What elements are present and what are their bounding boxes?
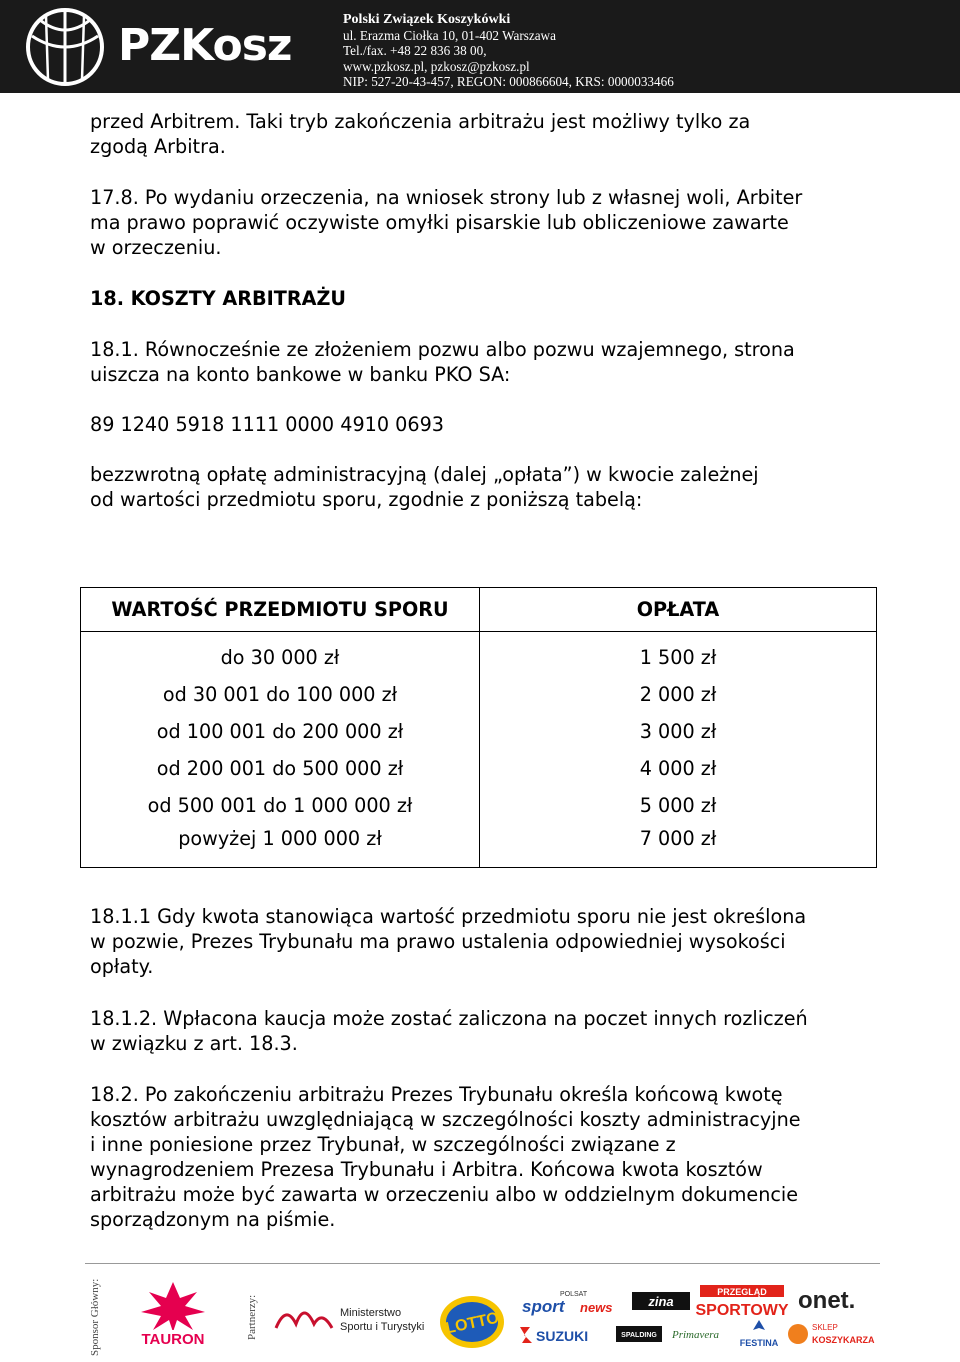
paragraph-18-1-1 [90, 904, 890, 979]
fee-cell: 5 000 zł [480, 787, 877, 824]
sport-text: sport [522, 1297, 565, 1316]
column-header-fee: OPŁATA [480, 588, 877, 632]
przeglad-text: PRZEGLĄD [717, 1287, 767, 1297]
bank-account-number: 89 1240 5918 1111 0000 4910 0693 [90, 413, 444, 436]
ministry-text: Ministerstwo [340, 1307, 402, 1319]
polsat-sport-news-logo [518, 1288, 624, 1316]
table-header-row [81, 588, 877, 632]
text-line: przed Arbitrem. Taki tryb zakończenia arbitrażu jest możliwy tylko za [90, 110, 751, 133]
lotto-logo [436, 1290, 508, 1354]
table-row [81, 713, 877, 750]
text-line: 18.1.2. Wpłacona kaucja może zostać zaliczona na poczet innych rozliczeń [90, 1007, 808, 1030]
text-line: w pozwie, Prezes Trybunału ma prawo ustalenia odpowiedniej wysokości [90, 930, 786, 953]
zina-logo [632, 1290, 690, 1312]
text-line: arbitrażu może być zawarta w orzeczeniu albo w oddzielnym dokumencie [90, 1183, 799, 1206]
address-line: ul. Erazma Ciołka 10, 01-402 Warszawa [343, 27, 556, 43]
table-row [81, 676, 877, 713]
dispute-value-cell: powyżej 1 000 000 zł [81, 824, 480, 868]
dispute-value-cell: do 30 000 zł [81, 632, 480, 677]
dispute-value-cell: od 100 001 do 200 000 zł [81, 713, 480, 750]
sklep-text: SKLEP [812, 1323, 838, 1332]
lotto-text: LOTTO [444, 1309, 501, 1338]
text-line: 18.2. Po zakończeniu arbitrażu Prezes Trybunału określa końcową kwotę [90, 1083, 783, 1106]
text-line: kosztów arbitrażu uwzględniającą w szczególności koszty administracyjne [90, 1108, 801, 1131]
text-line: 18.1.1 Gdy kwota stanowiąca wartość przedmiotu sporu nie jest określona [90, 905, 807, 928]
fee-cell: 1 500 zł [480, 632, 877, 677]
sponsor-label: Sponsor Główny: [89, 1278, 101, 1356]
festina-text: FESTINA [739, 1338, 779, 1348]
text-line: od wartości przedmiotu sporu, zgodnie z poniższą tabelą: [90, 488, 643, 511]
paragraph-17-8 [90, 185, 890, 260]
column-header-dispute-value: WARTOŚĆ PRZEDMIOTU SPORU [81, 588, 480, 632]
spalding-logo [616, 1324, 662, 1344]
registry-line: NIP: 527-20-43-457, REGON: 000866604, KRS: 0000033466 [343, 74, 674, 90]
paragraph-18-1 [90, 337, 890, 387]
text-line: opłaty. [90, 955, 154, 978]
brand-name: PZKosz [118, 20, 292, 71]
letterhead-banner [0, 0, 960, 93]
dispute-value-cell: od 200 001 do 500 000 zł [81, 750, 480, 787]
paragraph-18-1-2 [90, 1006, 890, 1056]
partners-label: Partnerzy: [246, 1294, 258, 1340]
fee-cell: 2 000 zł [480, 676, 877, 713]
koszykarza-text: KOSZYKARZA [812, 1335, 875, 1345]
paragraph-17-7-end [90, 109, 890, 159]
spalding-text: SPALDING [621, 1332, 657, 1339]
przeglad-sportowy-logo [695, 1285, 789, 1319]
dispute-value-cell: od 30 001 do 100 000 zł [81, 676, 480, 713]
phone-line: Tel./fax. +48 22 836 38 00, [343, 43, 487, 59]
tauron-logo [135, 1278, 211, 1348]
primavera-text: Primavera [672, 1329, 720, 1341]
table-row [81, 824, 877, 868]
onet-text: onet. [798, 1287, 856, 1314]
text-line: 17.8. Po wydaniu orzeczenia, na wniosek strony lub z własnej woli, Arbiter [90, 186, 803, 209]
sklep-koszykarza-logo [786, 1316, 875, 1352]
polsat-text: POLSAT [560, 1291, 588, 1298]
zina-text: zina [648, 1294, 674, 1309]
text-line: 18.1. Równocześnie ze złożeniem pozwu albo pozwu wzajemnego, strona [90, 338, 795, 361]
tauron-text: TAURON [141, 1331, 205, 1348]
paragraph-fee-intro [90, 462, 890, 512]
text-line: wynagrodzeniem Prezesa Trybunału i Arbitra. Końcowa kwota kosztów [90, 1158, 763, 1181]
primavera-logo [668, 1322, 732, 1346]
contact-block [343, 12, 674, 90]
org-name: Polski Związek Koszykówki [343, 12, 511, 27]
table-row [81, 787, 877, 824]
text-line: zgodą Arbitra. [90, 135, 226, 158]
onet-logo [796, 1284, 862, 1314]
text-line: w związku z art. 18.3. [90, 1032, 298, 1055]
suzuki-logo [516, 1323, 606, 1347]
text-line: ma prawo poprawić oczywiste omyłki pisarskie lub obliczeniowe zawarte [90, 211, 789, 234]
fee-cell: 4 000 zł [480, 750, 877, 787]
ministry-text: Sportu i Turystyki [340, 1321, 425, 1333]
text-line: bezzwrotną opłatę administracyjną (dalej „opłata”) w kwocie zależnej [90, 463, 759, 486]
table-row [81, 632, 877, 677]
news-text: news [580, 1300, 613, 1315]
fee-table [80, 587, 877, 868]
text-line: i inne poniesione przez Trybunał, w szczególności związane z [90, 1133, 676, 1156]
text-line: uiszcza na konto bankowe w banku PKO SA: [90, 363, 511, 386]
festina-logo [738, 1318, 780, 1352]
paragraph-18-2 [90, 1082, 890, 1232]
fee-cell: 7 000 zł [480, 824, 877, 868]
dispute-value-cell: od 500 001 do 1 000 000 zł [81, 787, 480, 824]
fee-cell: 3 000 zł [480, 713, 877, 750]
sportowy-text: SPORTOWY [695, 1302, 789, 1319]
ministry-logo [272, 1294, 425, 1344]
suzuki-text: SUZUKI [536, 1328, 589, 1344]
web-email-line: www.pzkosz.pl, pzkosz@pzkosz.pl [343, 58, 530, 74]
table-row [81, 750, 877, 787]
text-line: sporządzonym na piśmie. [90, 1208, 336, 1231]
text-line: w orzeczeniu. [90, 236, 222, 259]
footer-divider [85, 1263, 880, 1264]
section-heading: 18. KOSZTY ARBITRAŻU [90, 287, 346, 310]
